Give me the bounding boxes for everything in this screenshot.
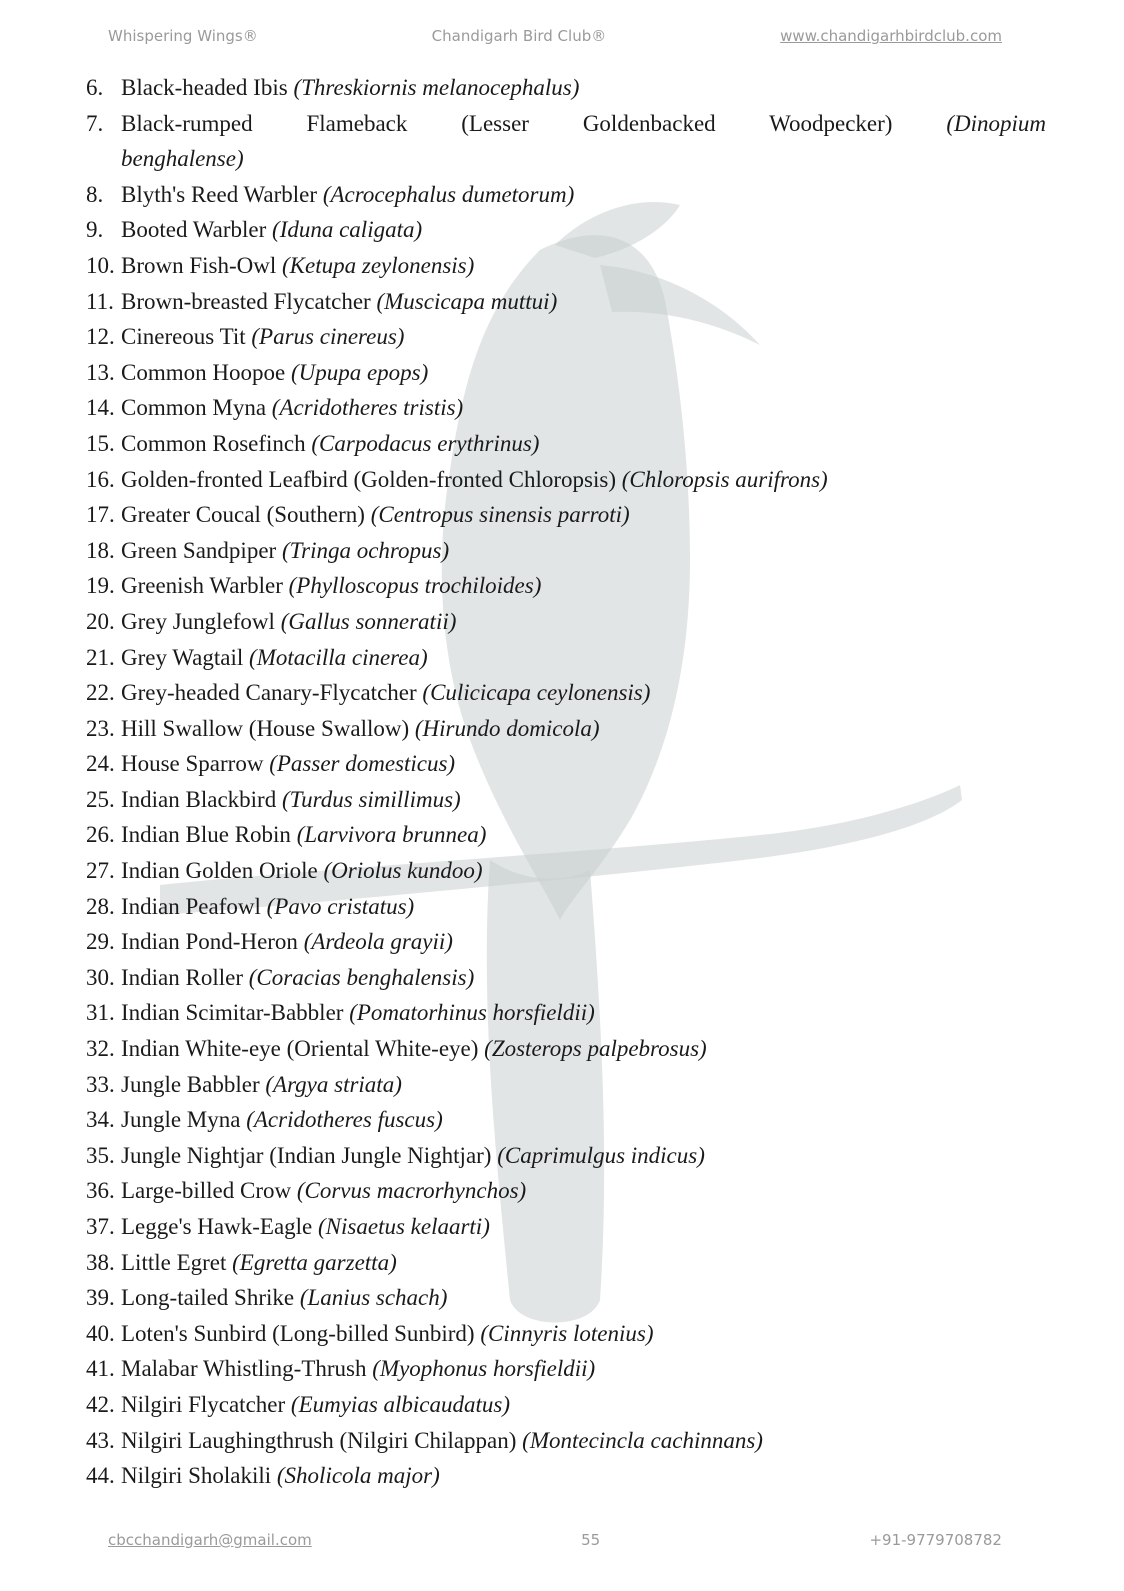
item-number: 12. <box>86 324 115 350</box>
scientific-name: (Cinnyris lotenius) <box>480 1320 654 1346</box>
scientific-name: (Lanius schach) <box>299 1285 448 1311</box>
scientific-name: (Larvivora brunnea) <box>296 822 487 848</box>
list-item <box>86 711 1046 747</box>
list-item <box>86 746 1046 782</box>
common-name: Brown Fish-Owl <box>121 252 283 278</box>
item-number: 16. <box>86 466 115 492</box>
common-name: Common Rosefinch <box>121 430 312 456</box>
scientific-name: (Hirundo domicola) <box>414 715 600 741</box>
list-item <box>86 390 1046 426</box>
common-name: Legge's Hawk-Eagle <box>121 1214 319 1239</box>
scientific-name: (Muscicapa muttui) <box>376 288 558 314</box>
item-number: 23. <box>86 715 115 741</box>
common-name: Long-tailed Shrike <box>121 1285 300 1311</box>
scientific-name: (Parus cinereus) <box>251 324 405 350</box>
list-item <box>86 924 1046 960</box>
scientific-name: (Acridotheres tristis) <box>271 395 464 421</box>
item-number: 39. <box>86 1285 115 1311</box>
item-number: 38. <box>86 1249 115 1275</box>
scientific-name: (Caprimulgus indicus) <box>497 1142 705 1168</box>
common-name: Grey Junglefowl <box>121 608 281 634</box>
scientific-name: (Carpodacus erythrinus) <box>311 430 540 456</box>
list-item <box>86 1209 1046 1245</box>
header-club-name: Chandigarh Bird Club® <box>431 27 607 45</box>
common-name: Black-rumped Flameback (Lesser Goldenbacked Woodpecker) <box>121 110 947 136</box>
item-number: 42. <box>86 1391 115 1417</box>
item-number: 24. <box>86 751 115 777</box>
item-number: 22. <box>86 680 115 706</box>
scientific-name: (Tringa ochropus) <box>281 537 450 563</box>
list-item <box>86 1031 1046 1067</box>
scientific-name: (Iduna caligata) <box>272 217 423 243</box>
list-item <box>86 1173 1046 1209</box>
list-item <box>86 212 1046 248</box>
item-number: 41. <box>86 1356 115 1382</box>
item-number: 40. <box>86 1320 115 1346</box>
item-number: 43. <box>86 1427 115 1453</box>
item-number: 17. <box>86 502 115 528</box>
scientific-name: (Argya striata) <box>265 1071 402 1097</box>
scientific-name: (Ardeola grayii) <box>303 929 453 955</box>
list-item <box>86 106 1046 142</box>
item-number: 15. <box>86 430 115 456</box>
common-name: Brown-breasted Flycatcher <box>121 288 377 314</box>
common-name: Jungle Nightjar (Indian Jungle Nightjar) <box>121 1142 498 1168</box>
scientific-name: (Centropus sinensis parroti) <box>370 502 630 528</box>
list-item <box>86 462 1046 498</box>
list-item <box>86 497 1046 533</box>
common-name: Little Egret <box>121 1249 233 1275</box>
scientific-name: (Turdus simillimus) <box>281 786 461 812</box>
common-name: Nilgiri Laughingthrush (Nilgiri Chilappan) <box>121 1427 523 1453</box>
list-item <box>86 995 1046 1031</box>
item-number: 29. <box>86 929 115 955</box>
list-item <box>86 1138 1046 1174</box>
common-name: Malabar Whistling-Thrush <box>121 1356 373 1382</box>
footer-email-link[interactable]: cbcchandigarh@gmail.com <box>108 1531 312 1549</box>
list-item <box>86 1067 1046 1103</box>
scientific-name: (Acrocephalus dumetorum) <box>322 181 575 207</box>
list-item <box>86 1245 1046 1281</box>
scientific-name: (Zosterops palpebrosus) <box>484 1036 707 1062</box>
common-name: Greater Coucal (Southern) <box>121 502 371 528</box>
list-item <box>86 533 1046 569</box>
page-footer <box>108 1531 1002 1549</box>
scientific-name: (Pavo cristatus) <box>266 893 415 919</box>
scientific-name: (Egretta garzetta) <box>232 1249 397 1275</box>
list-item <box>86 889 1046 925</box>
list-item <box>86 1316 1046 1352</box>
scientific-name: (Pomatorhinus horsfieldii) <box>349 1000 595 1026</box>
item-number: 13. <box>86 359 115 385</box>
item-number: 31. <box>86 1000 115 1026</box>
common-name: Indian Blackbird <box>121 786 282 812</box>
common-name: Indian Roller <box>121 964 249 990</box>
item-number: 14. <box>86 395 115 421</box>
common-name: Common Myna <box>121 395 272 421</box>
item-number: 21. <box>86 644 115 670</box>
item-number: 18. <box>86 537 115 563</box>
list-item <box>86 604 1046 640</box>
common-name: Indian Scimitar-Babbler <box>121 1000 350 1026</box>
scientific-name: (Acridotheres fuscus) <box>246 1107 443 1133</box>
scientific-name: (Eumyias albicaudatus) <box>290 1391 511 1417</box>
common-name: House Sparrow <box>121 751 270 777</box>
list-item <box>86 1458 1046 1494</box>
item-number: 11. <box>86 288 114 314</box>
common-name: Large-billed Crow <box>121 1178 297 1204</box>
item-number: 9. <box>86 217 104 243</box>
item-number: 32. <box>86 1036 115 1062</box>
list-item <box>86 1423 1046 1459</box>
common-name: Green Sandpiper <box>121 537 282 563</box>
item-number: 34. <box>86 1107 115 1133</box>
common-name: Indian Golden Oriole <box>121 858 324 884</box>
common-name: Jungle Babbler <box>121 1071 266 1097</box>
item-number: 10. <box>86 252 115 278</box>
scientific-name: (Culicicapa ceylonensis) <box>422 680 651 706</box>
item-number: 33. <box>86 1071 115 1097</box>
common-name: Loten's Sunbird (Long-billed Sunbird) <box>121 1320 481 1346</box>
list-item <box>86 319 1046 355</box>
scientific-name: (Chloropsis aurifrons) <box>621 466 828 492</box>
common-name: Indian Blue Robin <box>121 822 297 848</box>
item-number: 30. <box>86 964 115 990</box>
list-item <box>86 70 1046 106</box>
item-number: 35. <box>86 1142 115 1168</box>
scientific-name: (Passer domesticus) <box>269 751 456 777</box>
scientific-name: (Ketupa zeylonensis) <box>282 252 475 278</box>
header-website-link[interactable]: www.chandigarhbirdclub.com <box>780 27 1002 45</box>
common-name: Cinereous Tit <box>121 324 252 350</box>
common-name: Greenish Warbler <box>121 573 289 599</box>
scientific-name: (Gallus sonneratii) <box>280 608 457 634</box>
list-item <box>86 1387 1046 1423</box>
item-number: 44. <box>86 1463 115 1489</box>
list-item <box>86 248 1046 284</box>
common-name: Golden-fronted Leafbird (Golden-fronted Chloropsis) <box>121 466 622 492</box>
scientific-name: (Upupa epops) <box>290 359 429 385</box>
item-number: 25. <box>86 786 115 812</box>
item-number: 26. <box>86 822 115 848</box>
header-publication-title: Whispering Wings® <box>108 27 258 45</box>
scientific-name: (Myophonus horsfieldii) <box>372 1356 596 1382</box>
list-item <box>86 817 1046 853</box>
item-number: 6. <box>86 75 104 100</box>
scientific-name: (Phylloscopus trochiloides) <box>288 573 542 599</box>
item-number: 36. <box>86 1178 115 1204</box>
scientific-name: (Oriolus kundoo) <box>323 858 483 884</box>
bird-species-list <box>86 70 1046 1494</box>
common-name: Booted Warbler <box>121 217 273 243</box>
scientific-name: (Montecincla cachinnans) <box>522 1427 763 1453</box>
common-name: Black-headed Ibis <box>121 75 294 100</box>
scientific-name: (Corvus macrorhynchos) <box>296 1178 527 1204</box>
list-item <box>86 426 1046 462</box>
scientific-name-continuation: benghalense) <box>121 146 244 172</box>
list-item <box>86 1102 1046 1138</box>
item-number: 8. <box>86 181 104 207</box>
list-item <box>86 1280 1046 1316</box>
common-name: Nilgiri Sholakili <box>121 1463 277 1489</box>
scientific-name: (Dinopium <box>946 110 1046 136</box>
common-name: Indian Peafowl <box>121 893 267 919</box>
common-name: Jungle Myna <box>121 1107 247 1133</box>
common-name: Grey Wagtail <box>121 644 250 670</box>
list-item <box>86 675 1046 711</box>
list-item <box>86 355 1046 391</box>
list-item <box>86 853 1046 889</box>
scientific-name: (Sholicola major) <box>276 1463 440 1489</box>
list-item <box>86 284 1046 320</box>
common-name: Common Hoopoe <box>121 359 291 385</box>
item-number: 7. <box>86 110 104 136</box>
common-name: Grey-headed Canary-Flycatcher <box>121 680 423 706</box>
list-item <box>86 177 1046 213</box>
list-item <box>86 568 1046 604</box>
item-number: 37. <box>86 1214 115 1239</box>
list-item <box>86 960 1046 996</box>
common-name: Indian Pond-Heron <box>121 929 304 955</box>
common-name: Blyth's Reed Warbler <box>121 181 323 207</box>
common-name: Nilgiri Flycatcher <box>121 1391 291 1417</box>
list-item-continuation <box>86 141 1046 177</box>
page-number: 55 <box>581 1531 601 1549</box>
list-item <box>86 782 1046 818</box>
list-item <box>86 1351 1046 1387</box>
scientific-name: (Motacilla cinerea) <box>249 644 428 670</box>
item-number: 27. <box>86 858 115 884</box>
item-number: 28. <box>86 893 115 919</box>
common-name: Indian White-eye (Oriental White-eye) <box>121 1036 485 1062</box>
footer-phone: +91-9779708782 <box>869 1531 1002 1549</box>
item-number: 19. <box>86 573 115 599</box>
scientific-name: (Nisaetus kelaarti) <box>318 1214 490 1239</box>
scientific-name: (Threskiornis melanocephalus) <box>293 75 580 100</box>
item-number: 20. <box>86 608 115 634</box>
common-name: Hill Swallow (House Swallow) <box>121 715 415 741</box>
list-item <box>86 640 1046 676</box>
scientific-name: (Coracias benghalensis) <box>248 964 475 990</box>
